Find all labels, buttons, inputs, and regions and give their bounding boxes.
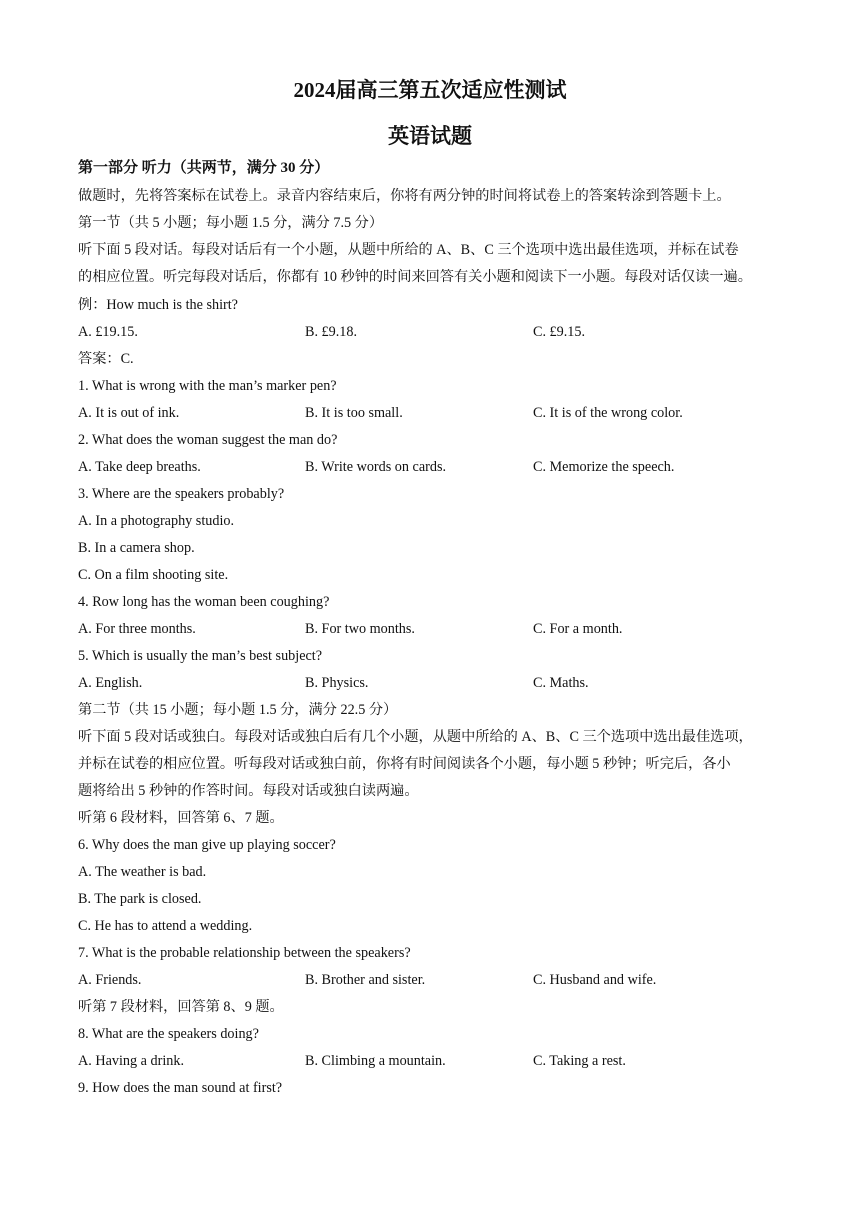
question-7: 7. What is the probable relationship between the speakers? xyxy=(78,945,411,961)
option-a: A. The weather is bad. xyxy=(78,864,207,880)
option-a: A. £19.15. xyxy=(78,324,138,340)
option-b: B. £9.18. xyxy=(305,324,358,340)
question-9: 9. How does the man sound at first? xyxy=(78,1080,283,1096)
option-b: B. Climbing a mountain. xyxy=(305,1053,446,1069)
option-c: C. Husband and wife. xyxy=(533,972,657,988)
option-b: B. The park is closed. xyxy=(78,891,202,907)
part1-intro: 做题时，先将答案标在试卷上。录音内容结束后，你将有两分钟的时间将试卷上的答案转涂到答题卡上。 xyxy=(78,188,731,204)
option-a: A. For three months. xyxy=(78,621,196,637)
section2-heading: 第二节（共 15 小题；每小题 1.5 分，满分 22.5 分） xyxy=(78,702,398,718)
option-c: C. For a month. xyxy=(533,621,623,637)
part1-heading: 第一部分 听力（共两节，满分 30 分） xyxy=(78,160,330,176)
option-a: A. It is out of ink. xyxy=(78,405,180,421)
option-a: A. In a photography studio. xyxy=(78,513,235,529)
option-c: C. Memorize the speech. xyxy=(533,459,675,475)
option-c: C. Taking a rest. xyxy=(533,1053,626,1069)
option-b: B. Write words on cards. xyxy=(305,459,447,475)
section1-instructions-line: 的相应位置。听完每段对话后，你都有 10 秒钟的时间来回答有关小题和阅读下一小题。每段对话仅读一遍。 xyxy=(78,269,752,285)
option-b: B. Physics. xyxy=(305,675,369,691)
option-a: A. English. xyxy=(78,675,143,691)
option-b: B. It is too small. xyxy=(305,405,403,421)
option-b: B. For two months. xyxy=(305,621,415,637)
question-8: 8. What are the speakers doing? xyxy=(78,1026,259,1042)
question-6: 6. Why does the man give up playing soccer? xyxy=(78,837,336,853)
option-b: B. Brother and sister. xyxy=(305,972,426,988)
section2-instructions-line: 并标在试卷的相应位置。听每段对话或独白前，你将有时间阅读各个小题，每小题 5 秒钟；听完后，各小 xyxy=(78,756,731,772)
option-c: C. £9.15. xyxy=(533,324,586,340)
section2-instructions-line: 题将给出 5 秒钟的作答时间。每段对话或独白读两遍。 xyxy=(78,783,419,799)
option-a: A. Having a drink. xyxy=(78,1053,184,1069)
question-2: 2. What does the woman suggest the man do? xyxy=(78,432,338,448)
option-a: A. Friends. xyxy=(78,972,142,988)
material-7-label: 听第 7 段材料，回答第 8、9 题。 xyxy=(78,999,284,1015)
exam-title: 2024届高三第五次适应性测试 xyxy=(293,78,567,102)
option-c: C. On a film shooting site. xyxy=(78,567,229,583)
section2-instructions-line: 听下面 5 段对话或独白。每段对话或独白后有几个小题，从题中所给的 A、B、C 三个选项中选出最佳选项， xyxy=(78,729,753,745)
section1-heading: 第一节（共 5 小题；每小题 1.5 分，满分 7.5 分） xyxy=(78,215,384,231)
question-4: 4. Row long has the woman been coughing? xyxy=(78,594,330,610)
option-c: C. It is of the wrong color. xyxy=(533,405,683,421)
material-6-label: 听第 6 段材料，回答第 6、7 题。 xyxy=(78,810,284,826)
exam-subtitle: 英语试题 xyxy=(388,124,472,148)
option-c: C. Maths. xyxy=(533,675,589,691)
question-3: 3. Where are the speakers probably? xyxy=(78,486,285,502)
example-question: 例：How much is the shirt? xyxy=(78,297,238,313)
option-b: B. In a camera shop. xyxy=(78,540,195,556)
option-c: C. He has to attend a wedding. xyxy=(78,918,253,934)
example-answer: 答案：C. xyxy=(78,351,134,367)
option-a: A. Take deep breaths. xyxy=(78,459,201,475)
question-1: 1. What is wrong with the man’s marker pen? xyxy=(78,378,337,394)
question-5: 5. Which is usually the man’s best subject? xyxy=(78,648,323,664)
section1-instructions-line: 听下面 5 段对话。每段对话后有一个小题，从题中所给的 A、B、C 三个选项中选出最佳选项，并标在试卷 xyxy=(78,242,739,258)
